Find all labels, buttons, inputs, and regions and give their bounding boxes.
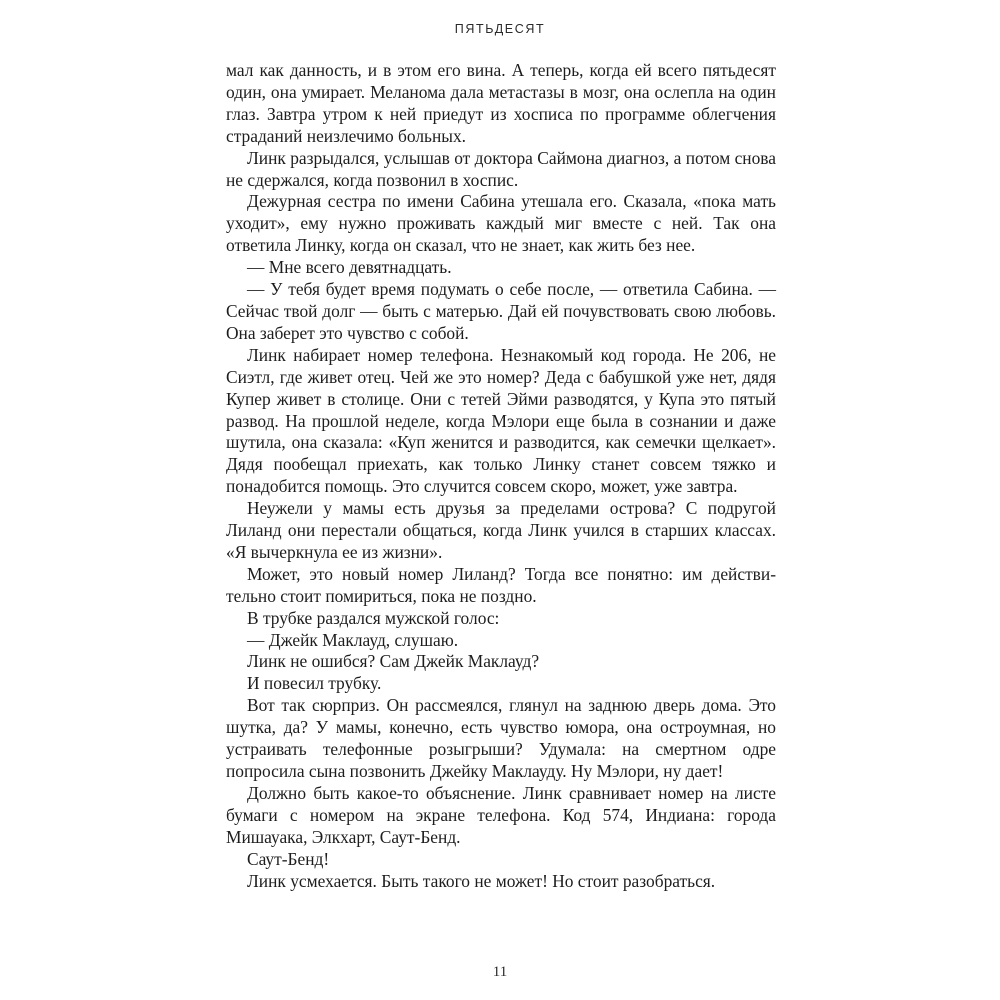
paragraph: мал как данность, и в этом его вина. А теперь, когда ей всего пятьдесят один, она умирает. Меланома дала метастазы в мозг, она ослепла на один глаз. Завтра утром к ней приедут из хосписа по программе облегчения страданий неизлечимо больных.: [226, 60, 776, 146]
body-text: [226, 60, 776, 892]
paragraph: И повесил трубку.: [247, 673, 382, 694]
paragraph: Неужели у мамы есть друзья за пределами острова? С подругой Лиланд они перестали общаться, когда Линк учился в старших классах. «Я вычеркнула ее из жизни».: [226, 498, 776, 562]
page-number: 11: [492, 964, 508, 980]
paragraph: Линк усмехается. Быть такого не может! Но стоит разобраться.: [247, 870, 716, 891]
paragraph: Должно быть какое-то объяснение. Линк сравнивает номер на листе бумаги с номером на экране телефона. Код 574, Индиана: города Мишауака, Элкхарт, Саут-Бенд.: [226, 782, 776, 847]
paragraph: Линк набирает номер телефона. Незнакомый код города. Не 206, не Сиэтл, где живет отец. Чей же это номер? Деда с бабушкой уже нет, дядя Купер живет в столице. Они с тетей Эйми разводятся, у Купа это пятый развод. На прошлой неделе, когда Мэлори еще была в сознании и даже шутила, она сказала: «Куп женится и разводится, как семечки щелкает». Дядя пообещал приехать, как только Линку станет совсем тяжко и понадобится помощь. Это случится совсем скоро, может, уже завтра.: [226, 344, 776, 497]
paragraph: Дежурная сестра по имени Сабина утешала его. Сказала, «пока мать уходит», ему нужно проживать каждый миг вместе с ней. Так она ответила Линку, когда он сказал, что не знает, как жить без нее.: [226, 191, 776, 256]
dialogue-line: — Джейк Маклауд, слушаю.: [247, 629, 459, 650]
paragraph: Вот так сюрприз. Он рассмеялся, глянул на заднюю дверь дома. Это шутка, да? У мамы, конечно, есть чувство юмора, она остроумная, но устраивать телефонные розыгрыши? Удумала: на смертном одре попросила сына позвонить Джейку Маклауду. Ну Мэлори, ну дает!: [226, 695, 776, 781]
paragraph: В трубке раздался мужской голос:: [247, 607, 500, 628]
dialogue-line: — У тебя будет время подумать о себе после, — ответила Сабина. — Сейчас твой долг — быть с матерью. Дай ей почувствовать свою любовь. Она заберет это чувство с собой.: [226, 279, 776, 343]
paragraph: Саут-Бенд!: [247, 848, 330, 869]
paragraph: Линк не ошибся? Сам Джейк Маклауд?: [247, 651, 540, 672]
paragraph: Линк разрыдался, услышав от доктора Саймона диагноз, а потом снова не сдержался, когда позвонил в хоспис.: [226, 147, 776, 190]
paragraph: Может, это новый номер Лиланд? Тогда все понятно: им действительно стоит помириться, пока не поздно.: [226, 563, 776, 606]
dialogue-line: — Мне всего девятнадцать.: [247, 257, 452, 278]
running-head: ПЯТЬДЕСЯТ: [454, 22, 546, 36]
